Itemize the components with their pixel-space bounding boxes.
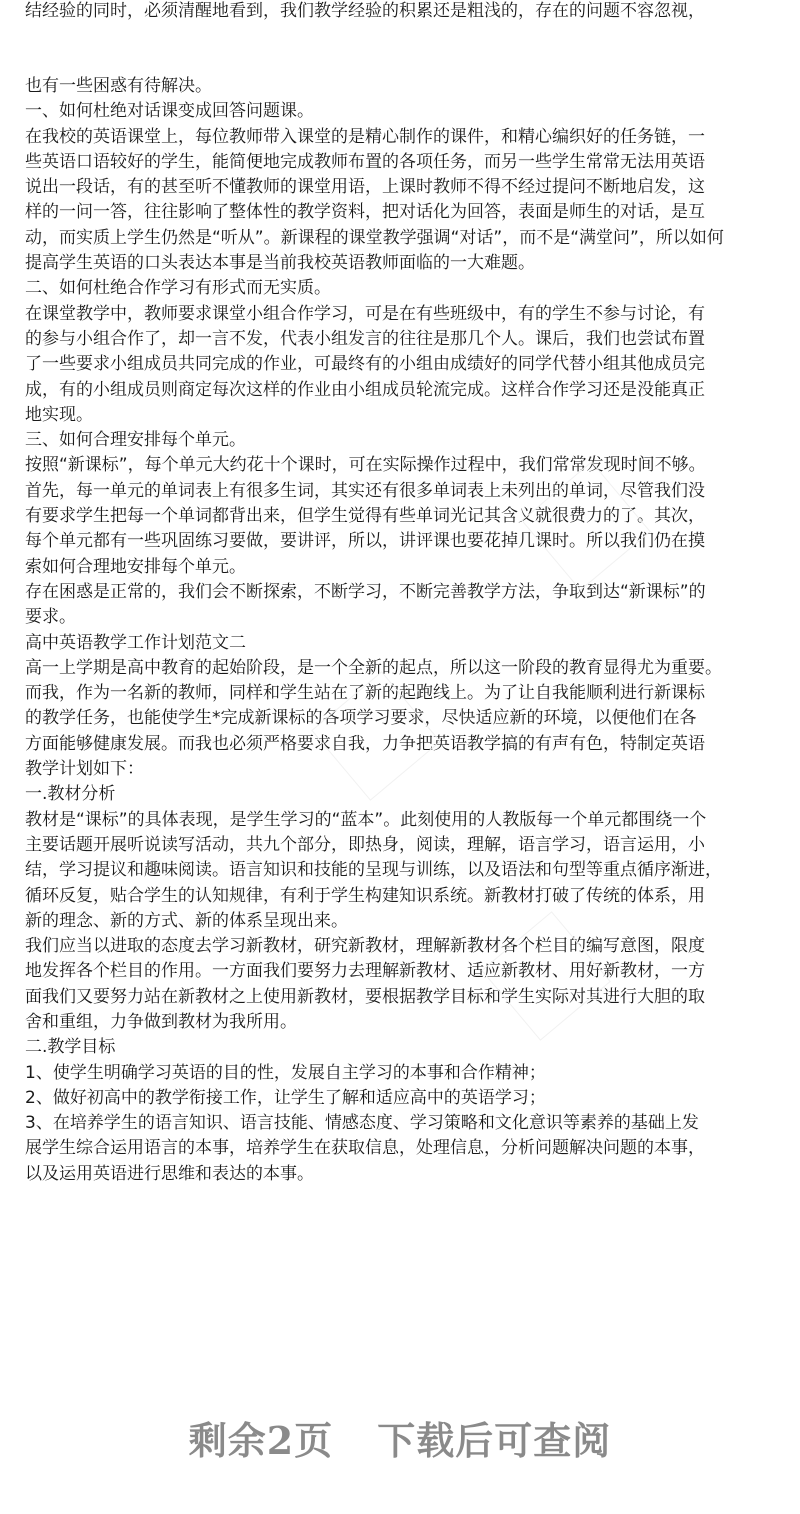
- download-prompt[interactable]: [0, 1410, 800, 1465]
- text-line: 舍和重组，力争做到教材为我所用。: [25, 1011, 297, 1032]
- text-line: 三、如何合理安排每个单元。: [25, 430, 246, 451]
- text-line: 而我，作为一名新的教师，同样和学生站在了新的起跑线上。为了让自我能顺利进行新课标: [25, 683, 705, 704]
- text-line: 样的一问一答，往往影响了整体性的教学资料，把对话化为回答，表面是师生的对话，是互: [25, 202, 705, 223]
- text-line: 二、如何杜绝合作学习有形式而无实质。: [25, 278, 331, 299]
- text-line: 提高学生英语的口头表达本事是当前我校英语教师面临的一大难题。: [25, 253, 535, 274]
- download-to-view-label: 下载后可查阅: [377, 1418, 612, 1463]
- text-line: 索如何合理地安排每个单元。: [25, 556, 246, 577]
- text-line: 的教学任务，也能使学生*完成新课标的各项学习要求，尽快适应新的环境，以便他们在各: [25, 708, 697, 729]
- text-line: 2、做好初高中的教学衔接工作，让学生了解和适应高中的英语学习；: [25, 1087, 546, 1108]
- paragraph-lines: [25, 74, 780, 1187]
- text-line: 有要求学生把每一个单词都背出来，但学生觉得有些单词光记其含义就很费力的了。其次，: [25, 506, 705, 527]
- text-line: 展学生综合运用语言的本事，培养学生在获取信息，处理信息，分析问题解决问题的本事，: [25, 1138, 705, 1159]
- text-line: 首先，每一单元的单词表上有很多生词，其实还有很多单词表上未列出的单词，尽管我们没: [25, 480, 705, 501]
- text-line: 动，而实质上学生仍然是“听从”。新课程的课堂教学强调“对话”，而不是“满堂问”，所以如何: [25, 227, 724, 248]
- document-first-line: 结经验的同时，必须清醒地看到，我们教学经验的积累还是粗浅的，存在的问题不容忽视，: [25, 1, 705, 21]
- text-line: 按照“新课标”，每个单元大约花十个课时，可在实际操作过程中，我们常常发现时间不够。: [25, 455, 706, 476]
- text-line: 了一些要求小组成员共同完成的作业，可最终有的小组由成绩好的同学代替小组其他成员完: [25, 354, 705, 375]
- remaining-pages-label: 剩余2页: [188, 1418, 334, 1463]
- text-line: 每个单元都有一些巩固练习要做，要讲评，所以，讲评课也要花掉几课时。所以我们仍在摸: [25, 531, 705, 552]
- text-line: 些英语口语较好的学生，能简便地完成教师布置的各项任务，而另一些学生常常无法用英语: [25, 151, 705, 172]
- top-spacer: [25, 0, 780, 74]
- text-line: 一、如何杜绝对话课变成回答问题课。: [25, 101, 314, 122]
- text-line: 要求。: [25, 607, 76, 628]
- text-line: 存在困惑是正常的，我们会不断探索，不断学习，不断完善教学方法，争取到达“新课标”的: [25, 581, 706, 602]
- text-line: 3、在培养学生的语言知识、语言技能、情感态度、学习策略和文化意识等素养的基础上发: [25, 1113, 699, 1134]
- text-line: 说出一段话，有的甚至听不懂教师的课堂用语，上课时教师不得不经过提问不断地启发，这: [25, 177, 705, 198]
- text-line: 面我们又要努力站在新教材之上使用新教材，要根据教学目标和学生实际对其进行大胆的取: [25, 986, 705, 1007]
- text-line: 方面能够健康发展。而我也必须严格要求自我，力争把英语教学搞的有声有色，特制定英语: [25, 733, 705, 754]
- text-line: 教材是“课标”的具体表现，是学生学习的“蓝本”。此刻使用的人教版每一个单元都围绕一个: [25, 809, 707, 830]
- text-line: 地发挥各个栏目的作用。一方面我们要努力去理解新教材、适应新教材、用好新教材，一方: [25, 961, 705, 982]
- text-line: 地实现。: [25, 404, 93, 425]
- text-line: 也有一些困惑有待解决。: [25, 76, 212, 96]
- text-line: 教学计划如下：: [25, 759, 144, 780]
- text-line: 二.教学目标: [25, 1037, 116, 1058]
- text-line: 我们应当以进取的态度去学习新教材，研究新教材，理解新教材各个栏目的编写意图，限度: [25, 936, 705, 957]
- text-line: 一.教材分析: [25, 784, 116, 805]
- text-line: 以及运用英语进行思维和表达的本事。: [25, 1163, 314, 1184]
- text-line: 在我校的英语课堂上，每位教师带入课堂的是精心制作的课件，和精心编织好的任务链，一: [25, 126, 705, 147]
- text-line: 的参与小组合作了，却一言不发，代表小组发言的往往是那几个人。课后，我们也尝试布置: [25, 328, 705, 349]
- document-body: [25, 0, 780, 1187]
- text-line: 循环反复，贴合学生的认知规律，有利于学生构建知识系统。新教材打破了传统的体系，用: [25, 885, 705, 906]
- text-line: 主要话题开展听说读写活动，共九个部分，即热身，阅读，理解，语言学习，语言运用，小: [25, 834, 705, 855]
- text-line: 新的理念、新的方式、新的体系呈现出来。: [25, 910, 348, 931]
- text-line: 在课堂教学中，教师要求课堂小组合作学习，可是在有些班级中，有的学生不参与讨论，有: [25, 303, 705, 324]
- text-line: 1、使学生明确学习英语的目的性，发展自主学习的本事和合作精神；: [25, 1062, 546, 1083]
- text-line: 成，有的小组成员则商定每次这样的作业由小组成员轮流完成。这样合作学习还是没能真正: [25, 379, 705, 400]
- text-line: 高中英语教学工作计划范文二: [25, 632, 246, 653]
- text-line: 高一上学期是高中教育的起始阶段，是一个全新的起点，所以这一阶段的教育显得尤为重要。: [25, 657, 722, 678]
- text-line: 结，学习提议和趣味阅读。语言知识和技能的呈现与训练，以及语法和句型等重点循序渐进，: [25, 860, 722, 881]
